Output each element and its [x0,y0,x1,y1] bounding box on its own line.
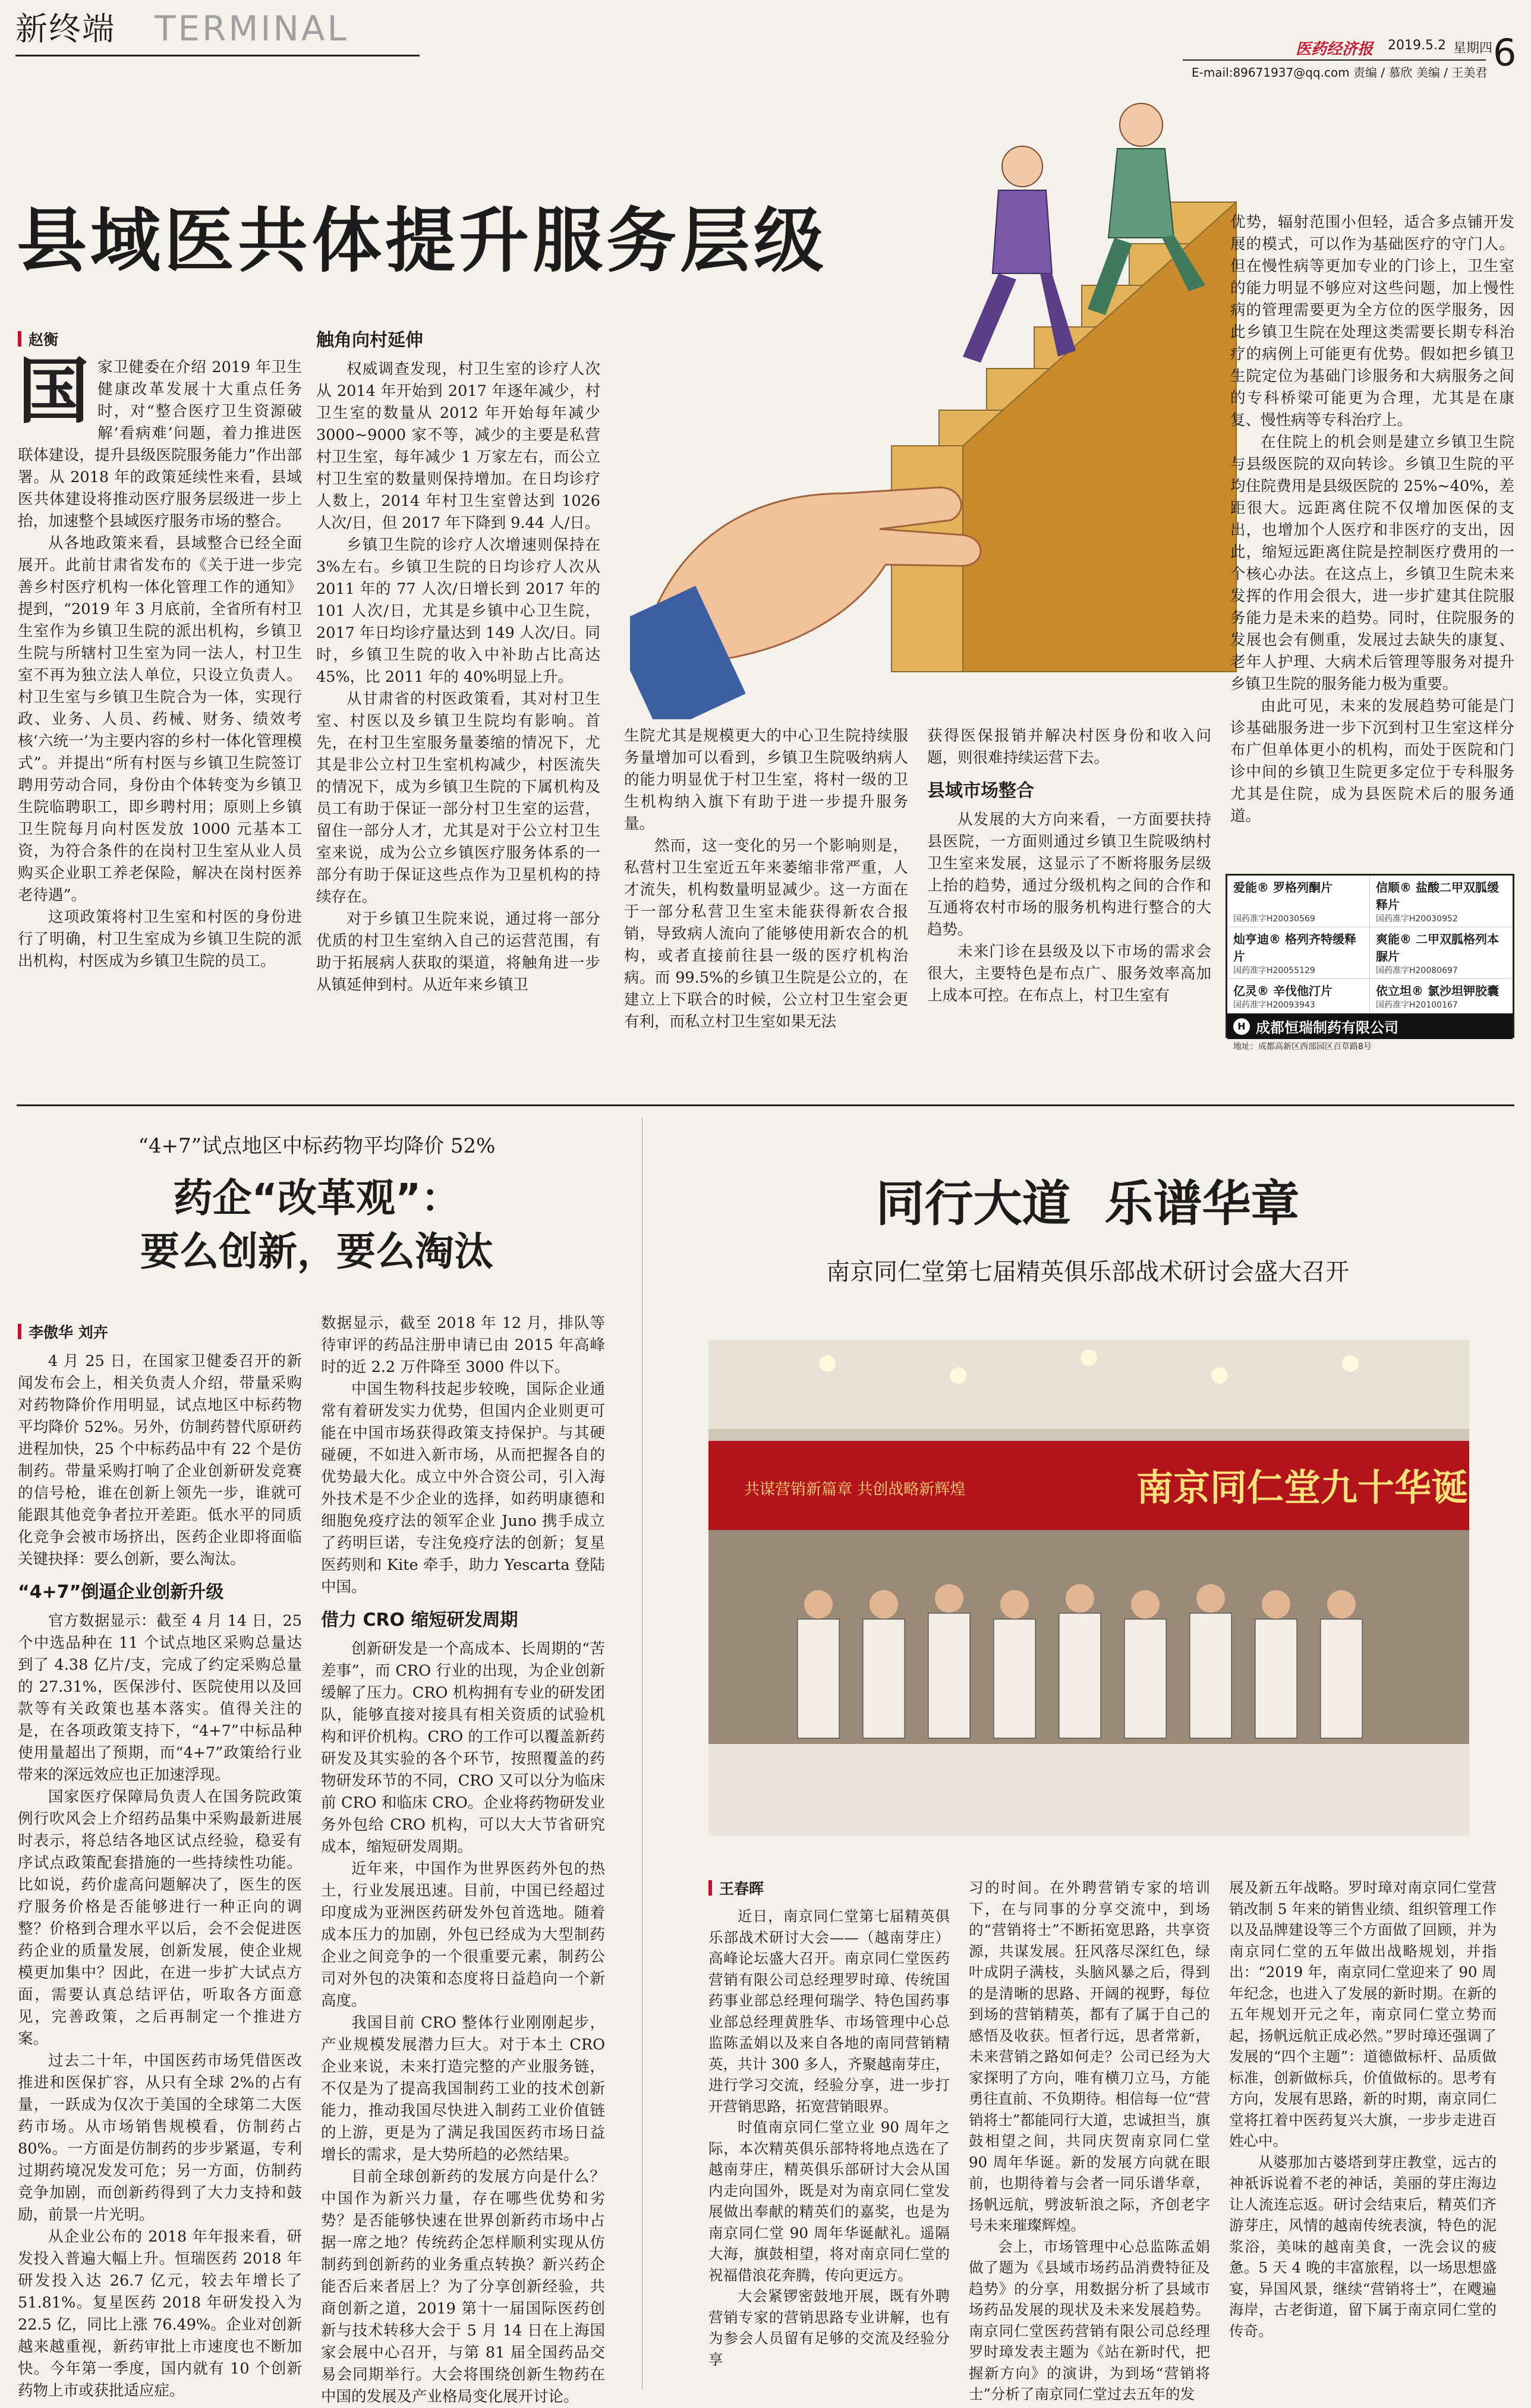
ad-footer [1227,1013,1513,1039]
company-logo-icon: H [1233,1018,1250,1035]
subhead: 借力 CRO 缩短研发周期 [321,1610,518,1630]
left-col-2 [321,1312,605,2408]
right-col-1 [708,1906,950,2370]
ad-product: 依立坦® 氯沙坦钾胶囊 国药准字H20100167 [1370,979,1513,1013]
section-title-en: TERMINAL [155,8,349,49]
top-illustration [630,77,1242,719]
header-rule [1183,59,1486,61]
byline-marker [18,331,21,347]
paragraph: 我国目前 CRO 整体行业刚刚起步，产业规模发展潜力巨大。对于本土 CRO 企业来说，未来打造完整的产业服务链，不仅是为了提高我国制药工业的技术创新能力，推动我国尽快进入制药工业价值链的上游，更是为了满足我国医药市场日益增长的需求，是大势所趋的必然结果。 [321,2014,605,2164]
header-contact: E-mail:89671937@qq.com 责编 / 慕欣 美编 / 王美君 [1192,65,1488,80]
left-title-line1: 药企“改革观”： [173,1175,461,1221]
byline-name: 李傲华 刘卉 [29,1324,108,1341]
paragraph: 官方数据显示：截至 4 月 14 日，25 个中选品种在 11 个试点地区采购总量达到了 4.38 亿片/支，完成了约定采购总量的 27.31%，医保涉付、医院使用以及回款等有关政策也基本落实。值得关注的是，在各项政策支持下，“4+7”中标品种使用量超出了预期，而“4+7”政策给行业带来的深远效应也正加速浮现。 [18,1612,302,1784]
left-title-line2: 要么创新，要么淘汰 [140,1229,493,1274]
header-weekday: 星期四 [1453,41,1493,56]
paragraph: 从甘肃省的村医政策看，其对村卫生室、村医以及乡镇卫生院均有影响。首先，在村卫生室服务量萎缩的情况下，尤其是非公立村卫生室机构减少，村医流失的情况下，成为乡镇卫生院的下属机构及员工有助于保证一部分村卫生室的运营，留住一部分人才，尤其是对于公立村卫生室来说，成为公立乡镇医疗服务体系的一部分有助于保证这些点作为卫星机构的持续存在。 [316,690,600,906]
paragraph: 4 月 25 日，在国家卫健委召开的新闻发布会上，相关负责人介绍，带量采购对药物降价作用明显，试点地区中标药物平均降价 52%。另外，仿制药替代原研药进程加快，25 个中标药品中有 22 个是仿制药。带量采购打响了企业创新研发竞赛的信号枪，谁在创新上领先一步，谁就可能跟其他竞争者拉开差距。低水平的同质化竞争会被市场挤出，医药企业即将面临关键抉择：要么创新，要么淘汰。 [18,1352,302,1568]
top-col-5 [1230,212,1514,827]
paragraph: 乡镇卫生院的诊疗人次增速则保持在 3%左右。乡镇卫生院的日均诊疗人次从 2011 年的 77 人次/日增长到 2017 年的 101 人次/日，尤其是乡镇中心卫生院，2017 年日均诊疗量达到 149 人次/日。同时，乡镇卫生院的收入中补助占比高达 45%，比 2011 年的 40%明显上升。 [316,536,600,686]
paragraph: 习的时间。在外聘营销专家的培训下，在与同事的分享交流中，到场的“营销将士”不断拓宽思路，共享资源，共谋发展。狂风落尽深红色，绿叶成阴子满枝，头脑风暴之后，得到的是清晰的思路、开阔的视野，每位到场的营销精英，都有了属于自己的感悟及收获。恒者行远，思者常新，未来营销之路如何走？公司已经为大家探明了方向，唯有横刀立马，方能勇往直前、不负期待。相信每一位“营销将士”都能同行大道，忠诚担当，旗鼓相望之间，共同庆贺南京同仁堂 90 周年华诞。新的发展方向就在眼前，也期待着与会者一同乐谱华章，扬帆远航，劈波斩浪之际，齐创老字号未来璀璨辉煌。 [969,1879,1210,2234]
banner-text-left: 共谋营销新篇章 共创战略新辉煌 [744,1481,966,1499]
byline-name: 赵衡 [29,331,59,348]
top-col-4 [927,725,1211,1007]
top-article-title: 县域医共体提升服务层级 [17,199,828,282]
conference-photo [708,1340,1469,1836]
left-kicker: “4+7”试点地区中标药物平均降价 52% [138,1134,496,1158]
subhead: “4+7”倒逼企业创新升级 [18,1582,224,1603]
left-byline [18,1321,108,1342]
byline-name: 王春晖 [719,1880,764,1897]
paragraph: 生院尤其是规模更大的中心卫生院持续服务量增加可以看到，乡镇卫生院吸纳病人的能力明显优于村卫生室，将村一级的卫生机构纳入旗下有助于进一步提升服务量。 [624,727,908,833]
right-byline [708,1877,764,1899]
top-col-2 [316,319,600,996]
paragraph: 这项政策将村卫生室和村医的身份进行了明确，村卫生室成为乡镇卫生院的派出机构，村医成为乡镇卫生院的员工。 [18,908,302,970]
paragraph: 由此可见，未来的发展趋势可能是门诊基础服务进一步下沉到村卫生室这样分布广但单体更小的机构，而处于医院和门诊中间的乡镇卫生院更多定位于专科服务尤其是住院，成为县医院术后的服务通道。 [1230,697,1514,825]
right-col-2 [969,1877,1210,2405]
paragraph: 对于乡镇卫生院来说，通过将一部分优质的村卫生室纳入自己的运营范围，有助于拓展病人获取的渠道，将触角进一步从镇延伸到村。从近年来乡镇卫 [316,910,600,994]
audience-figures [798,1584,1362,1738]
paragraph: 优势，辐射范围小但轻，适合多点铺开发展的模式，可以作为基础医疗的守门人。但在慢性病等更加专业的门诊上，卫生室的能力明显不够应对这些问题，加上慢性病的管理需要更为全方位的医学服务，因此乡镇卫生院在处理这类需要长期专科治疗的病例上可能更有优势。假如把乡镇卫生院定位为基础门诊服务和大病服务之间的专科桥梁可能更为合理，尤其是在康复、慢性病等专科治疗上。 [1230,213,1514,429]
paragraph: 从各地政策来看，县域整合已经全面展开。此前甘肃省发布的《关于进一步完善乡村医疗机构一体化管理工作的通知》提到，“2019 年 3 月底前，全省所有村卫生室作为乡镇卫生院的派出机构，乡镇卫生院与所辖村卫生室为同一法人，村卫生室不再为独立法人单位，只设立负责人。村卫生室与乡镇卫生院合为一体，实现行政、业务、人员、药械、财务、绩效考核‘六统一’为主要内容的乡村一体化管理模式”。并提出“所有村医与乡镇卫生院签订聘用劳动合同，身份由个体转变为乡镇卫生院临聘职工，即乡聘村用；原则上乡镇卫生院每月向村医发放 1000 元基本工资，为符合条件的在岗村卫生室从业人员购买企业职工养老保险，解决在岗村医养老待遇”。 [18,534,302,904]
left-col-1 [18,1351,302,2402]
right-title: 同行大道 乐谱华章 [875,1175,1300,1232]
right-col-3 [1229,1877,1497,2341]
byline-marker [18,1324,21,1339]
front-tables [708,1744,1469,1836]
page-number: 6 [1493,31,1517,74]
paragraph: 国家医疗保障局负责人在国务院政策例行吹风会上介绍药品集中采购最新进展时表示，将总结各地区试点经验，稳妥有序试点政策配套措施的一些持续性功能。比如说，药价虚高问题解决了，医生的医疗服务价格是否能够进行一种正向的调整？价格到合理水平以后，会不会促进医药企业的质量发展，创新发展，使企业规模更加集中？因此，在进一步扩大试点方面，需要认真总结评估，听取各方面意见，完善政策，之后再制定一个推进方案。 [18,1788,302,2048]
paragraph: 目前全球创新药的发展方向是什么？中国作为新兴力量，存在哪些优势和劣势？是否能够快速在世界创新药市场中占据一席之地？传统药企怎样顺利实现从仿制药到创新药的业务重点转换？新兴药企能否后来者居上？为了分享创新经验，共商创新之道，2019 第十一届国际医药创新与技术转移大会于 5 月 14 日在上海国家会展中心召开，与第 81 届全国药品交易会同期举行。大会将围绕创新生物药在中国的发展及产业格局变化展开讨论。 [321,2168,605,2406]
ad-product: 信顺® 盐酸二甲双胍缓释片 国药准字H20030952 [1370,876,1513,927]
ad-company: 成都恒瑞制药有限公司 [1256,1019,1398,1036]
subhead: 触角向村延伸 [316,330,423,351]
paragraph: 从婆那加古婆塔到芽庄教堂，远古的神祇诉说着不老的神话，美丽的芽庄海边让人流连忘返。研讨会结束后，精英们齐游芽庄，风情的越南传统表演，特色的泥浆浴，美味的越南美食，一洗会议的疲惫。5 天 4 晚的丰富旅程，以一场思想盛宴，异国风景，继续“营销将士”，在飕遍海岸，古老街道，留下属于南京同仁堂的传奇。 [1229,2153,1497,2340]
paragraph: 近日，南京同仁堂第七届精英俱乐部战术研讨大会——（越南芽庄）高峰论坛盛大召开。南京同仁堂医药营销有限公司总经理罗时璋、传统国药事业部总经理何瑞学、特色国药事业部总经理黄胜华、市场管理中心总监陈孟娟以及来自各地的南同营销精英，共计 300 多人，齐聚越南芽庄，进行学习交流，经验分享，进一步打开营销思路，拓宽营销眼界。 [708,1907,950,2115]
paragraph: 过去二十年，中国医药市场凭借医改推进和医保扩容，从只有全球 2%的占有量，一跃成为仅次于美国的全球第二大医药市场。从市场销售规模看，仿制药占 80%。一方面是仿制药的步步紧逼，专利过期药境况发发可危；另一方面，仿制药竞争加剧，而创新药得到了大力支持和鼓励，前景一片光明。 [18,2052,302,2224]
top-col-3 [624,725,908,1033]
subhead: 县域市场整合 [927,780,1034,801]
paragraph: 数据显示，截至 2018 年 12 月，排队等待审评的药品注册申请已由 2015 年高峰时的近 2.2 万件降至 3000 件以下。 [321,1314,605,1376]
paragraph: 大会紧锣密鼓地开展，既有外聘营销专家的营销思路专业讲解，也有为参会人员留有足够的交流及经验分享 [708,2287,950,2368]
header-date: 2019.5.2 [1388,38,1446,53]
paragraph: 未来门诊在县级及以下市场的需求会很大，主要特色是布点广、服务效率高加上成本可控。在布点上，村卫生室有 [927,943,1211,1005]
paragraph: 家卫健委在介绍 2019 年卫生健康改革发展十大重点任务时，对“整合医疗卫生资源破解‘看病难’问题，着力推进医联体建设，提升县级医院服务能力”作出部署。从 2018 年的政策延续性来看，县域医共体建设将推动医疗服务层级进一步上抬，加速整个县域医疗服务市场的整合。 [18,358,302,530]
businessman-purple [963,146,1076,363]
pharma-advertisement [1226,874,1514,1052]
section-underline [15,55,420,56]
top-col-1 [18,350,302,972]
paragraph: 从企业公布的 2018 年年报来看，研发投入普遍大幅上升。恒瑞医药 2018 年研发投入达 26.7 亿元，较去年增长了 51.81%。复星医药 2018 年研发投入为 22.5 亿，同比上涨 76.49%。企业对创新越来越重视，新药审批上市速度也不断加快。今年第一季度，国内就有 10 个创新药物上市或获批适应症。 [18,2228,302,2400]
section-title-cn: 新终端 [15,10,115,48]
paragraph: 在住院上的机会则是建立乡镇卫生院与县级医院的双向转诊。乡镇卫生院的平均住院费用是县级医院的 25%~40%，差距很大。远距离住院不仅增加医保的支出，也增加个人医疗和非医疗的支出，因此，缩短远距离住院是控制医疗费用的一个核心办法。在这点上，乡镇卫生院未来发挥的作用会很大，进一步扩建其住院服务能力是未来的趋势。同时，住院服务的发展也会有侧重，发展过去缺失的康复、老年人护理、大病术后管理等服务对提升乡镇卫生院的服务能力极为重要。 [1230,433,1514,693]
section-divider [17,1104,1514,1106]
paragraph: 创新研发是一个高成本、长周期的“苦差事”，而 CRO 行业的出现，为企业创新缓解了压力。CRO 机构拥有专业的研发团队，能够直接对接具有相关资质的试验机构和评价机构。CRO 的工作可以覆盖新药研发及其实验的各个环节，按照覆盖的药物研发环节的不同，CRO 又可以分为临床前 CRO 和临床 CRO。企业将药物研发业务外包给 CRO 机构，可以大大节省研究成本，缩短研发周期。 [321,1640,605,1856]
top-byline [18,328,58,350]
paragraph: 展及新五年战略。罗时璋对南京同仁堂营销改制 5 年来的销售业绩、组织管理工作以及品牌建设等三个方面做了回顾，并为南京同仁堂的五年做出战略规划，并指出：“2019 年，南京同仁堂迎来了 90 周年纪念，也进入了发展的新时期。在新的五年规划开元之年，南京同仁堂立势而起，扬帆远航正成必然。”罗时璋还强调了发展的“四个主题”：道德做标杆、品质做标准，创新做标兵，价值做标的。思考有方向，发展有思路，新的时期，南京同仁堂将扛着中医药复兴大旗，一步步走进百姓心中。 [1229,1879,1497,2149]
ad-address: 地址：成都高新区西部园区百草路8号 [1233,1042,1372,1052]
paragraph: 会上，市场管理中心总监陈孟娟做了题为《县域市场药品消费特征及趋势》的分享，用数据分析了县域市场药品发展的现状及未来发展趋势。南京同仁堂医药营销有限公司总经理罗时璋发表主题为《站在新时代，把握新方向》的演讲，为到场“营销将士”分析了南京同仁堂过去五年的发 [969,2237,1210,2403]
ad-product: 爽能® 二甲双胍格列本脲片 国药准字H20080697 [1370,927,1513,979]
paragraph: 时值南京同仁堂立业 90 周年之际，本次精英俱乐部特将地点选在了越南芽庄，精英俱乐部研讨大会从国内走向国外，既是对为南京同仁堂发展做出奉献的精英们的嘉奖，也是为南京同仁堂 90 周年华诞献礼。遥隔大海，旗鼓相望，将对南京同仁堂的祝福借浪花奔腾，传向更远方。 [708,2119,950,2284]
ad-product: 灿亨迪® 格列齐特缓释片 国药准字H20055129 [1227,927,1370,979]
paper-name: 医药经济报 [1296,40,1374,58]
dropcap: 国 [18,350,89,433]
paragraph: 权威调查发现，村卫生室的诊疗人次从 2014 年开始到 2017 年逐年减少，村卫生室的数量从 2012 年开始每年减少 3000~9000 家不等，减少的主要是私营村卫生室，每年减少 1 万家左右，而公立村卫生室的数量则保持增加。在日均诊疗人数上，2014 年村卫生室曾达到 1026 人次/日，但 2017 年下降到 9.44 人/日。 [316,360,600,532]
ad-product: 亿灵® 辛伐他汀片 国药准字H20093943 [1227,979,1370,1013]
banner-text: 南京同仁堂九十华诞 [1136,1466,1469,1509]
paragraph: 然而，这一变化的另一个影响则是，私营村卫生室近五年来萎缩非常严重，人才流失，机构数量明显减少。这一方面在于一部分私营卫生室未能获得新农合报销，导致病人流向了能够使用新农合的机构，或者直接前往县一级的医疗机构治病。而 99.5%的乡镇卫生院是公立的，在建立上下联合的时候，公立村卫生室会更有利，而私立村卫生室如果无法 [624,837,908,1031]
paragraph: 近年来，中国作为世界医药外包的热土，行业发展迅速。目前，中国已经超过印度成为亚洲医药研发外包首选地。随着成本压力的加剧，外包已经成为大型制药企业之间竞争的一个很重要元素，制药公司对外包的决策和态度将日益趋向一个新高度。 [321,1860,605,2010]
paragraph: 获得医保报销并解决村医身份和收入问题，则很难持续运营下去。 [927,727,1211,767]
byline-marker [708,1880,712,1896]
paragraph: 从发展的大方向来看，一方面要扶持县医院，一方面则通过乡镇卫生院吸纳村卫生室来发展，这显示了不断将服务层级上抬的趋势，通过分级机构之间的合作和互通将农村市场的服务机构进行整合的大趋势。 [927,811,1211,939]
paragraph: 中国生物科技起步较晚，国际企业通常有着研发实力优势，但国内企业则更可能在中国市场获得政策支持保护。与其硬碰硬，不如进入新市场，从而把握各自的优势最大化。成立中外合资公司，引入海外技术是不少企业的选择，如药明康德和细胞免疫疗法的领军企业 Juno 携手成立了药明巨诺，专注免疫疗法的创新；复星医药则和 Kite 牵手，助力 Yescarta 登陆中国。 [321,1380,605,1596]
right-subtitle: 南京同仁堂第七届精英俱乐部战术研讨会盛大召开 [826,1258,1349,1286]
ad-product: 爱能® 罗格列酮片 国药准字H20030569 [1227,876,1370,927]
section-title [15,4,115,49]
